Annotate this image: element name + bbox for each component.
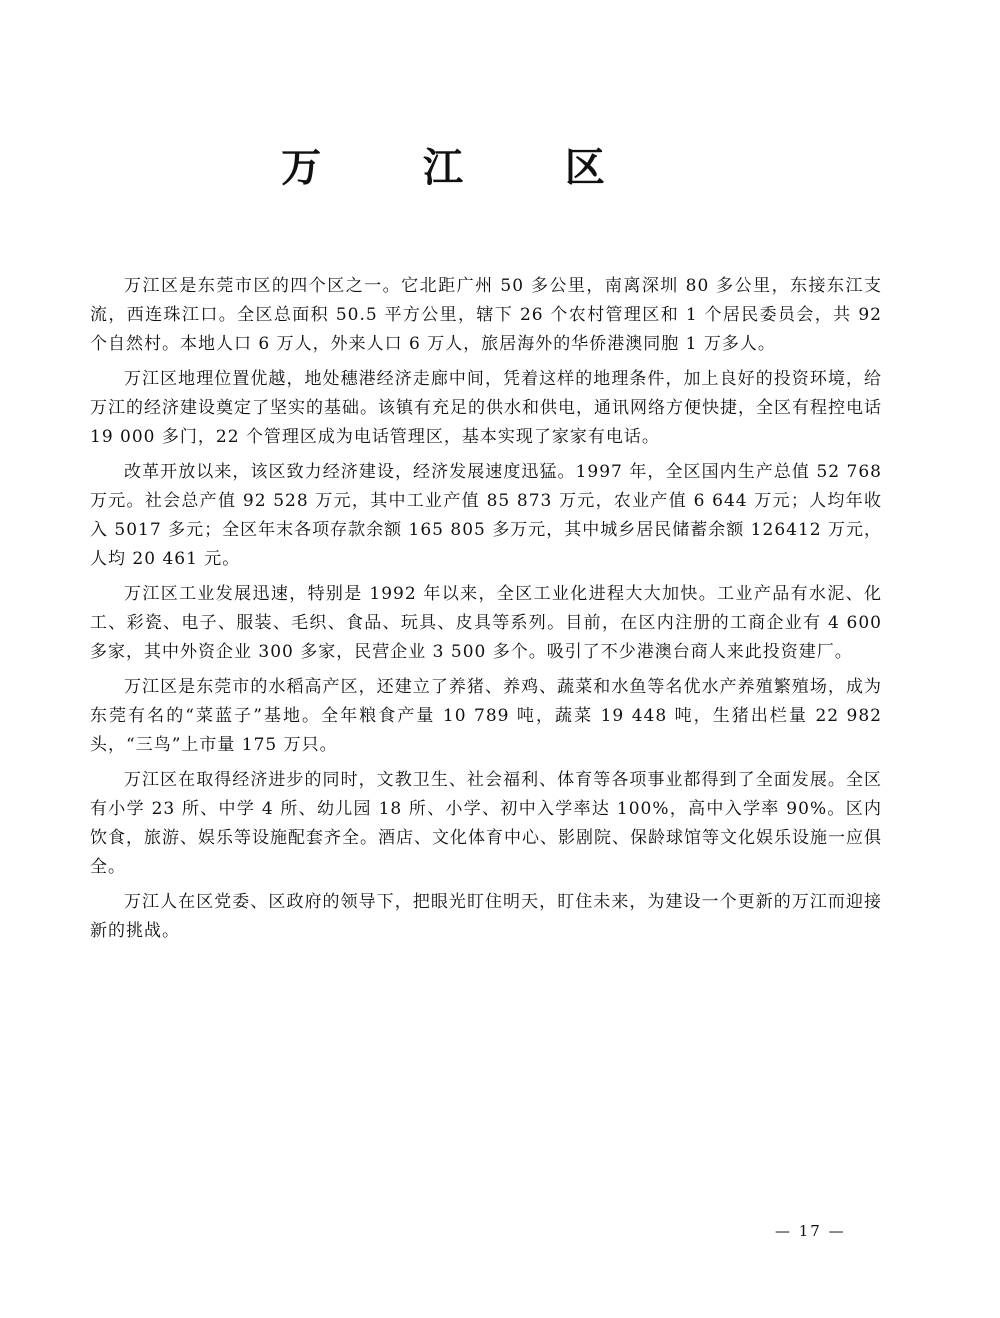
paragraph-2: 万江区地理位置优越，地处穗港经济走廊中间，凭着这样的地理条件，加上良好的投资环境，给万江的经济建设奠定了坚实的基础。该镇有充足的供水和供电，通讯网络方便快捷，全区有程控电话 19 000 多门，22 个管理区成为电话管理区，基本实现了家家有电话。	[90, 369, 882, 447]
paragraph-5: 万江区是东莞市的水稻高产区，还建立了养猪、养鸡、蔬菜和水鱼等名优水产养殖繁殖场，成为东莞有名的“菜蓝子”基地。全年粮食产量 10 789 吨，蔬菜 19 448 吨，生猪出栏量 22 982 头，“三鸟”上市量 175 万只。	[90, 677, 882, 755]
paragraph-6: 万江区在取得经济进步的同时，文教卫生、社会福利、体育等各项事业都得到了全面发展。全区有小学 23 所、中学 4 所、幼儿园 18 所、小学、初中入学率达 100%，高中入学率 90%。区内饮食，旅游、娱乐等设施配套齐全。酒店、文化体育中心、影剧院、保龄球馆等文化娱乐设施一应俱全。	[90, 770, 882, 877]
paragraph-7: 万江人在区党委、区政府的领导下，把眼光盯住明天，盯住未来，为建设一个更新的万江而迎接新的挑战。	[90, 892, 882, 941]
body-text	[90, 272, 882, 952]
paragraph-1: 万江区是东莞市区的四个区之一。它北距广州 50 多公里，南离深圳 80 多公里，东接东江支流，西连珠江口。全区总面积 50.5 平方公里，辖下 26 个农村管理区和 1 个居民委员会，共 92 个自然村。本地人口 6 万人，外来人口 6 万人，旅居海外的华侨港澳同胞 1 万多人。	[90, 276, 882, 354]
paragraph-4: 万江区工业发展迅速，特别是 1992 年以来，全区工业化进程大大加快。工业产品有水泥、化工、彩瓷、电子、服装、毛织、食品、玩具、皮具等系列。目前，在区内注册的工商企业有 4 600 多家，其中外资企业 300 多家，民营企业 3 500 多个。吸引了不少港澳台商人来此投资建厂。	[90, 584, 882, 662]
paragraph-3: 改革开放以来，该区致力经济建设，经济发展速度迅猛。1997 年，全区国内生产总值 52 768 万元。社会总产值 92 528 万元，其中工业产值 85 873 万元，农业产值 6 644 万元；人均年收入 5017 多元；全区年末各项存款余额 165 805 多万元，其中城乡居民储蓄余额 126412 万元，人均 20 461 元。	[90, 462, 882, 569]
page-number: — 17 —	[775, 1222, 846, 1240]
page-title: 万 江 区	[281, 145, 649, 191]
